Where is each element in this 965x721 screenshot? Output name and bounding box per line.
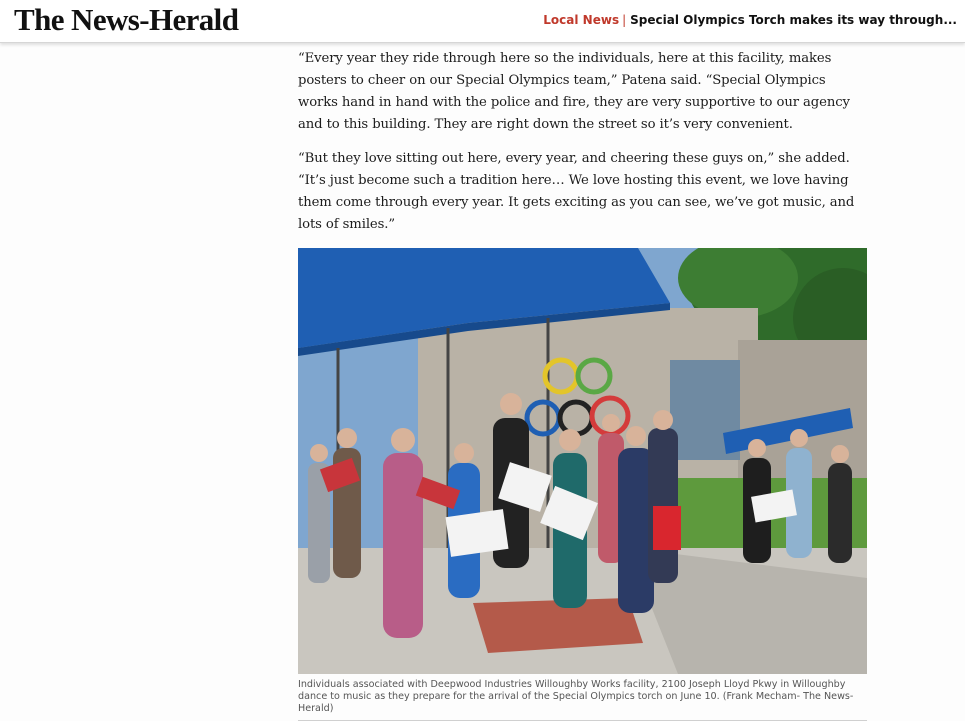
site-logo[interactable]: The News-Herald (14, 2, 239, 37)
article-paragraph: “But they love sitting out here, every year, and cheering these guys on,” she added. “It’s just become such a tradition here… We love hosting this event, we love having them come through every year. It gets exciting as you can see, we’ve got music, and lots of smiles.” (298, 151, 855, 232)
breadcrumb-separator: | (622, 13, 627, 27)
article-paragraph: “Every year they ride through here so the individuals, here at this facility, makes posters to cheer on our Special Olympics team,” Patena said. “Special Olympics works hand in hand with the police and fire, they are very supportive to our agency and to this building. They are right down the street so it’s very convenient. (298, 51, 850, 132)
article-figure (298, 248, 867, 721)
article-body (298, 48, 867, 721)
section-link-local-news[interactable]: Local News (543, 13, 620, 27)
breadcrumb (543, 12, 957, 28)
article-photo[interactable] (298, 248, 867, 674)
site-header (0, 0, 965, 43)
photo-illustration (298, 248, 867, 674)
article-headline-ticker[interactable]: Special Olympics Torch makes its way through... (630, 13, 957, 27)
photo-caption: Individuals associated with Deepwood Industries Willoughby Works facility, 2100 Joseph Lloyd Pkwy in Willoughby dance to music as they prepare for the arrival of the Special Olympics torch on June 10. (Frank Mecham- The News-Herald) (298, 679, 854, 714)
